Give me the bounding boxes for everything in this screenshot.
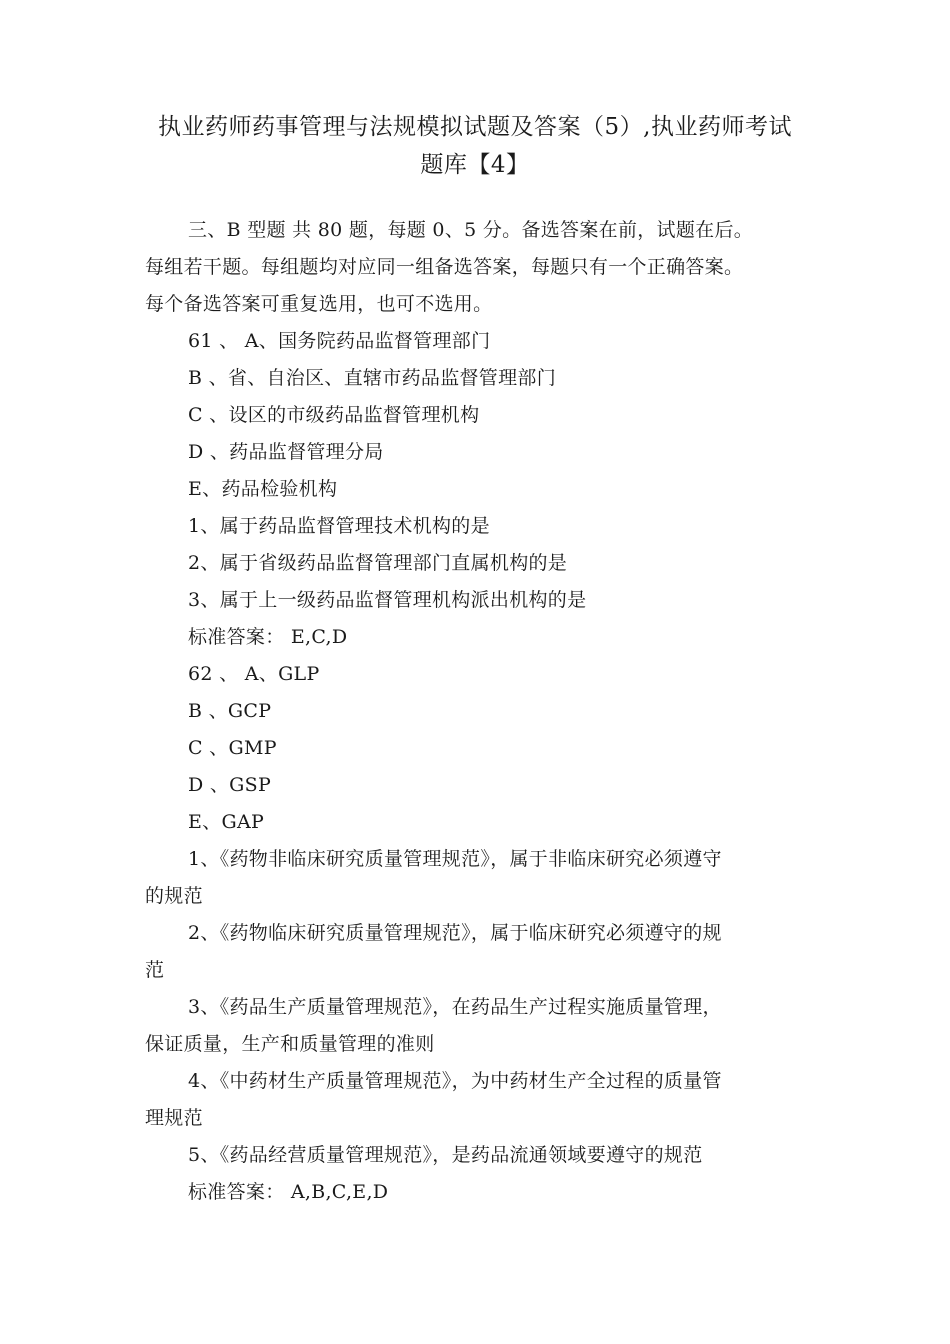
title-line-2: 题库【4】 xyxy=(420,152,530,178)
document-title xyxy=(120,108,830,184)
q62-item-3-cont: 保证质量，生产和质量管理的准则 xyxy=(145,1033,435,1055)
q62-option-d: D 、GSP xyxy=(188,774,272,796)
q61-option-a: 61 、 A、国务院药品监督管理部门 xyxy=(188,330,491,352)
q62-item-1: 1、《药物非临床研究质量管理规范》，属于非临床研究必须遵守 xyxy=(188,848,722,870)
intro-line-1: 三、B 型题 共 80 题，每题 0、5 分。备选答案在前，试题在后。 xyxy=(188,219,754,241)
q61-option-b: B 、省、自治区、直辖市药品监督管理部门 xyxy=(188,367,557,389)
q62-item-2-cont: 范 xyxy=(145,959,165,981)
title-line-1: 执业药师药事管理与法规模拟试题及答案（5）,执业药师考试 xyxy=(158,114,792,140)
q61-item-1: 1、属于药品监督管理技术机构的是 xyxy=(188,515,490,537)
intro-line-2: 每组若干题。每组题均对应同一组备选答案，每题只有一个正确答案。 xyxy=(145,256,744,278)
q62-item-4: 4、《中药材生产质量管理规范》，为中药材生产全过程的质量管 xyxy=(188,1070,722,1092)
q62-option-e: E、GAP xyxy=(188,811,265,833)
q62-answer: 标准答案： A,B,C,E,D xyxy=(188,1181,389,1203)
q62-option-c: C 、GMP xyxy=(188,737,277,759)
q62-item-2: 2、《药物临床研究质量管理规范》，属于临床研究必须遵守的规 xyxy=(188,922,722,944)
q62-item-1-cont: 的规范 xyxy=(145,885,203,907)
q61-option-e: E、药品检验机构 xyxy=(188,478,338,500)
q61-option-c: C 、设区的市级药品监督管理机构 xyxy=(188,404,480,426)
q62-item-4-cont: 理规范 xyxy=(145,1107,203,1129)
q61-item-2: 2、属于省级药品监督管理部门直属机构的是 xyxy=(188,552,568,574)
q62-item-5: 5、《药品经营质量管理规范》，是药品流通领域要遵守的规范 xyxy=(188,1144,703,1166)
q61-answer: 标准答案： E,C,D xyxy=(188,626,348,648)
q61-option-d: D 、药品监督管理分局 xyxy=(188,441,384,463)
q62-option-b: B 、GCP xyxy=(188,700,272,722)
intro-line-3: 每个备选答案可重复选用，也可不选用。 xyxy=(145,293,493,315)
q61-item-3: 3、属于上一级药品监督管理机构派出机构的是 xyxy=(188,589,587,611)
q62-option-a: 62 、 A、GLP xyxy=(188,663,320,685)
q62-item-3: 3、《药品生产质量管理规范》，在药品生产过程实施质量管理， xyxy=(188,996,722,1018)
